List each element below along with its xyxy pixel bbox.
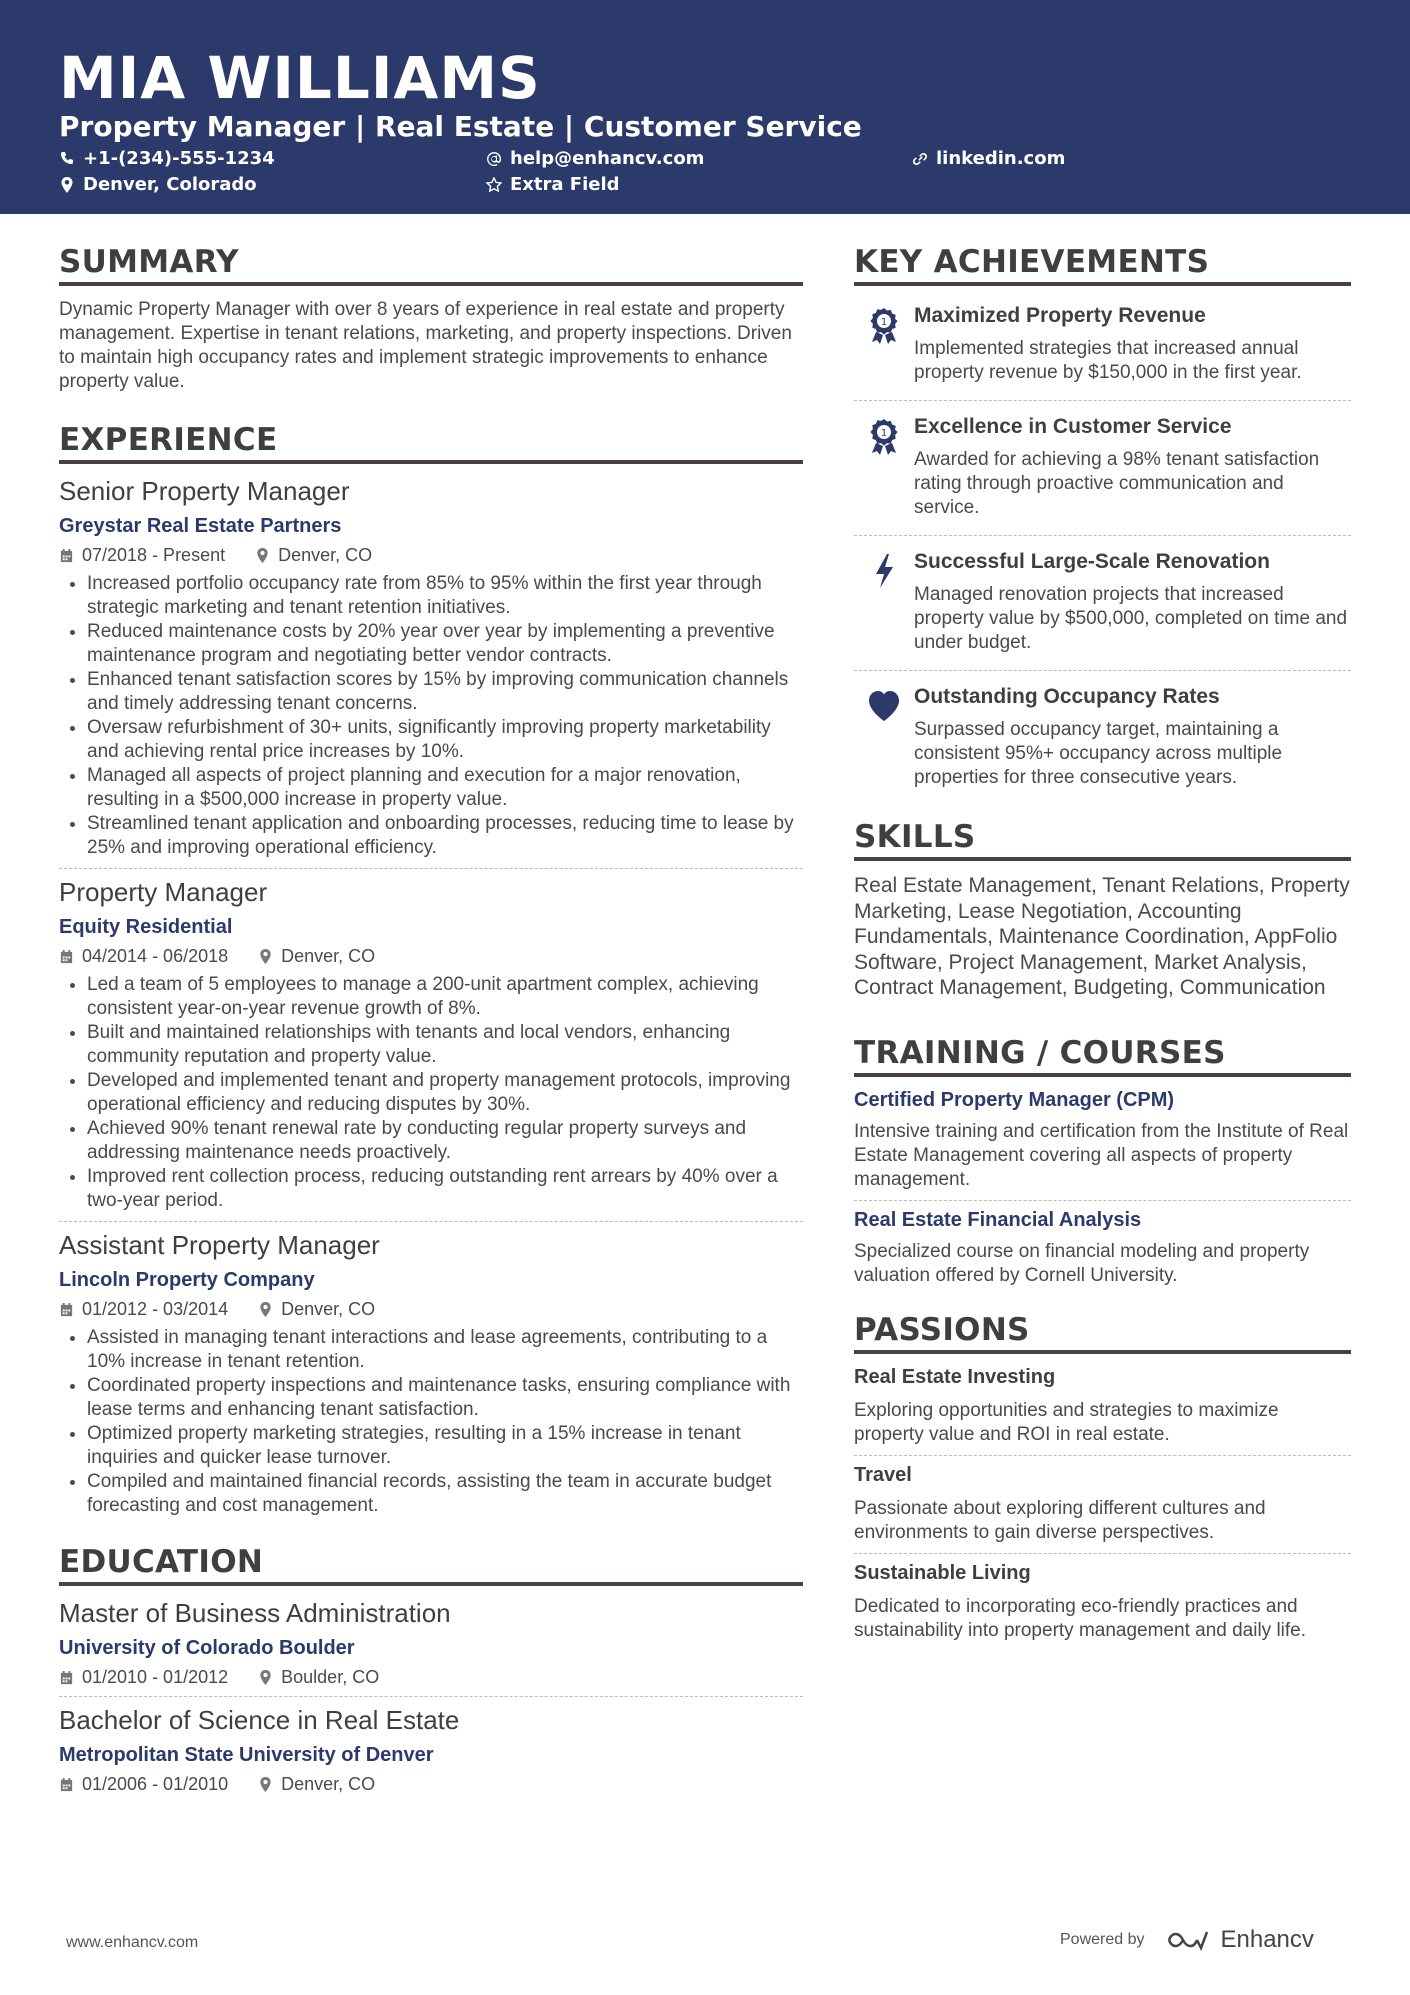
passion-title: Travel xyxy=(854,1463,912,1486)
location-text: Denver, Colorado xyxy=(83,174,257,195)
enhancv-logo[interactable] xyxy=(1165,1926,1314,1954)
achievement-body xyxy=(914,304,1351,385)
date-range xyxy=(59,545,225,566)
calendar-icon xyxy=(59,1670,74,1685)
education-heading: EDUCATION xyxy=(59,1544,803,1586)
achievement-desc: Implemented strategies that increased annual property revenue by $150,000 in the first year. xyxy=(914,338,1302,383)
summary-text: Dynamic Property Manager with over 8 years of experience in real estate and property management. Expertise in tenant relations, marketing, and property inspections. Driven to maintain high occupancy rates and implement strategic improvements to enhance property value. xyxy=(59,299,792,392)
skills-heading: SKILLS xyxy=(854,819,1351,861)
date-text: 07/2018 - Present xyxy=(82,545,226,565)
passion-desc: Dedicated to incorporating eco-friendly practices and sustainability into property management and daily life. xyxy=(854,1595,1307,1641)
bullet-item: • Developed and implemented tenant and property management protocols, improving operational efficiency and reducing disputes by 30%. xyxy=(87,1069,803,1117)
enhancv-logo-icon xyxy=(1165,1928,1213,1952)
bullet-item: • Enhanced tenant satisfaction scores by 15% by improving communication channels and timely addressing tenant concerns. xyxy=(87,668,803,716)
achievement-body xyxy=(914,685,1351,790)
location xyxy=(258,946,375,967)
divider xyxy=(59,1221,803,1222)
divider xyxy=(854,1455,1351,1456)
education-list xyxy=(59,1598,803,1795)
achievement-item xyxy=(854,409,1351,527)
school-name: University of Colorado Boulder xyxy=(59,1637,355,1659)
achievement-title: Excellence in Customer Service xyxy=(914,415,1232,438)
bullet-item: • Led a team of 5 employees to manage a 200-unit apartment complex, achieving consistent year-on-year revenue growth of 8%. xyxy=(87,973,803,1021)
experience-list xyxy=(59,476,803,1518)
contact-extra xyxy=(486,174,620,195)
extra-text: Extra Field xyxy=(510,174,620,195)
divider xyxy=(854,535,1351,536)
achievement-item xyxy=(854,298,1351,392)
bullet-item: • Increased portfolio occupancy rate from 85% to 95% within the first year through strategic marketing and tenant retention initiatives. xyxy=(87,572,803,620)
right-column xyxy=(854,244,1351,1643)
course-desc: Intensive training and certification from the Institute of Real Estate Management covering all aspects of property management. xyxy=(854,1120,1349,1190)
location-pin-icon xyxy=(258,1777,273,1792)
date-text: 01/2006 - 01/2010 xyxy=(82,1774,229,1794)
achievement-body xyxy=(914,550,1351,655)
bullet-item: • Managed all aspects of project planning and execution for a major renovation, resulting in a $500,000 increase in property value. xyxy=(87,764,803,812)
footer-website[interactable]: www.enhancv.com xyxy=(66,1934,199,1951)
award-icon xyxy=(867,417,901,455)
passion-title: Sustainable Living xyxy=(854,1561,1031,1584)
achievements-heading: KEY ACHIEVEMENTS xyxy=(854,244,1351,286)
achievement-icon-wrap xyxy=(854,304,914,385)
bullet-item: • Improved rent collection process, reducing outstanding rent arrears by 40% over a two-year period. xyxy=(87,1165,803,1213)
achievement-desc: Awarded for achieving a 98% tenant satisfaction rating through proactive communication and service. xyxy=(914,449,1320,518)
company-name: Equity Residential xyxy=(59,916,233,938)
achievement-icon-wrap xyxy=(854,550,914,655)
job-title: Property Manager xyxy=(59,877,268,907)
location-pin-icon xyxy=(258,1670,273,1685)
achievement-item xyxy=(854,544,1351,662)
date-range xyxy=(59,1774,228,1795)
at-icon xyxy=(486,151,502,167)
date-range xyxy=(59,1299,228,1320)
date-text: 01/2012 - 03/2014 xyxy=(82,1299,229,1319)
candidate-role: Property Manager | Real Estate | Customer Service xyxy=(59,110,862,143)
location xyxy=(258,1774,375,1795)
achievement-item xyxy=(854,679,1351,797)
location-pin-icon xyxy=(255,548,270,563)
location-text: Denver, CO xyxy=(281,946,376,966)
divider xyxy=(854,400,1351,401)
meta-row xyxy=(59,545,803,566)
achievements-list xyxy=(854,298,1351,797)
meta-row xyxy=(59,1774,803,1795)
degree-title: Master of Business Administration xyxy=(59,1598,451,1628)
date-text: 01/2010 - 01/2012 xyxy=(82,1667,229,1687)
phone-icon xyxy=(59,151,75,167)
date-range xyxy=(59,946,228,967)
calendar-icon xyxy=(59,1777,74,1792)
passion-title: Real Estate Investing xyxy=(854,1365,1056,1388)
meta-row xyxy=(59,946,803,967)
location xyxy=(258,1299,375,1320)
powered-by-label: Powered by xyxy=(1060,1931,1145,1948)
course-desc: Specialized course on financial modeling and property valuation offered by Cornell University. xyxy=(854,1240,1310,1286)
location-text: Denver, CO xyxy=(281,1299,376,1319)
divider xyxy=(59,868,803,869)
heart-icon xyxy=(867,687,901,725)
location-pin-icon xyxy=(258,1302,273,1317)
job-title: Senior Property Manager xyxy=(59,476,350,506)
divider xyxy=(854,1553,1351,1554)
location xyxy=(258,1667,379,1688)
bullet-item: • Achieved 90% tenant renewal rate by conducting regular property surveys and addressing maintenance needs proactively. xyxy=(87,1117,803,1165)
bullet-list xyxy=(59,572,803,860)
company-name: Lincoln Property Company xyxy=(59,1269,315,1291)
header xyxy=(0,0,1410,214)
calendar-icon xyxy=(59,548,74,563)
contact-linkedin[interactable] xyxy=(912,148,1065,169)
summary-heading: SUMMARY xyxy=(59,244,803,286)
calendar-icon xyxy=(59,949,74,964)
calendar-icon xyxy=(59,1302,74,1317)
location-text: Boulder, CO xyxy=(281,1667,380,1687)
bullet-item: • Oversaw refurbishment of 30+ units, significantly improving property marketability and achieving rental price increases by 10%. xyxy=(87,716,803,764)
passion-desc: Passionate about exploring different cultures and environments to gain diverse perspectives. xyxy=(854,1497,1266,1543)
phone-text: +1-(234)-555-1234 xyxy=(83,148,275,169)
achievement-desc: Managed renovation projects that increased property value by $500,000, completed on time and under budget. xyxy=(914,584,1348,653)
link-icon xyxy=(912,151,928,167)
achievement-title: Successful Large-Scale Renovation xyxy=(914,550,1270,573)
linkedin-text: linkedin.com xyxy=(936,148,1066,169)
training-list xyxy=(854,1089,1351,1288)
passions-heading: PASSIONS xyxy=(854,1312,1351,1354)
bullet-item: • Assisted in managing tenant interactions and lease agreements, contributing to a 10% increase in tenant retention. xyxy=(87,1326,803,1374)
bullet-list xyxy=(59,973,803,1213)
passion-desc: Exploring opportunities and strategies to maximize property value and ROI in real estate. xyxy=(854,1399,1279,1445)
lightning-icon xyxy=(867,552,901,590)
achievement-title: Maximized Property Revenue xyxy=(914,304,1206,327)
divider xyxy=(854,670,1351,671)
experience-heading: EXPERIENCE xyxy=(59,422,803,464)
achievement-icon-wrap xyxy=(854,415,914,520)
location-text: Denver, CO xyxy=(278,545,373,565)
location xyxy=(255,545,372,566)
bullet-item: • Streamlined tenant application and onboarding processes, reducing time to lease by 25% and improving operational efficiency. xyxy=(87,812,803,860)
location-text: Denver, CO xyxy=(281,1774,376,1794)
course-title: Real Estate Financial Analysis xyxy=(854,1208,1142,1231)
contact-email[interactable] xyxy=(486,148,704,169)
meta-row xyxy=(59,1667,803,1688)
bullet-item: • Built and maintained relationships with tenants and local vendors, enhancing community reputation and property value. xyxy=(87,1021,803,1069)
course-title: Certified Property Manager (CPM) xyxy=(854,1088,1175,1111)
bullet-item: • Coordinated property inspections and maintenance tasks, ensuring compliance with lease terms and enhancing tenant satisfaction. xyxy=(87,1374,803,1422)
passions-list xyxy=(854,1366,1351,1643)
divider xyxy=(854,1200,1351,1201)
location-pin-icon xyxy=(258,949,273,964)
date-range xyxy=(59,1667,228,1688)
bullet-list xyxy=(59,1326,803,1518)
enhancv-logo-text: Enhancv xyxy=(1220,1926,1314,1953)
achievement-icon-wrap xyxy=(854,685,914,790)
achievement-body xyxy=(914,415,1351,520)
footer-powered xyxy=(1060,1926,1314,1954)
contact-phone[interactable] xyxy=(59,148,275,169)
contact-location xyxy=(59,174,257,195)
training-heading: TRAINING / COURSES xyxy=(854,1035,1351,1077)
school-name: Metropolitan State University of Denver xyxy=(59,1744,434,1766)
date-text: 04/2014 - 06/2018 xyxy=(82,946,229,966)
divider xyxy=(59,1696,803,1697)
achievement-desc: Surpassed occupancy target, maintaining a consistent 95%+ occupancy across multiple properties for three consecutive years. xyxy=(914,719,1283,788)
achievement-title: Outstanding Occupancy Rates xyxy=(914,685,1220,708)
svg-text:1: 1 xyxy=(880,317,888,328)
degree-title: Bachelor of Science in Real Estate xyxy=(59,1705,460,1735)
job-title: Assistant Property Manager xyxy=(59,1230,380,1260)
company-name: Greystar Real Estate Partners xyxy=(59,515,342,537)
bullet-item: • Compiled and maintained financial records, assisting the team in accurate budget forecasting and cost management. xyxy=(87,1470,803,1518)
left-column xyxy=(59,244,803,1795)
email-text: help@enhancv.com xyxy=(510,148,705,169)
svg-text:1: 1 xyxy=(880,428,888,439)
meta-row xyxy=(59,1299,803,1320)
star-icon xyxy=(486,177,502,193)
skills-text: Real Estate Management, Tenant Relations, Property Marketing, Lease Negotiation, Accounting Fundamentals, Maintenance Coordination, AppFolio Software, Project Management, Market Analysis, Contract Management, Budgeting, Communication xyxy=(854,874,1350,999)
location-pin-icon xyxy=(59,177,75,193)
award-icon xyxy=(867,306,901,344)
bullet-item: • Optimized property marketing strategies, resulting in a 15% increase in tenant inquiries and quicker lease turnover. xyxy=(87,1422,803,1470)
bullet-item: • Reduced maintenance costs by 20% year over year by implementing a preventive maintenance program and negotiating better vendor contracts. xyxy=(87,620,803,668)
candidate-name: MIA WILLIAMS xyxy=(59,44,541,112)
